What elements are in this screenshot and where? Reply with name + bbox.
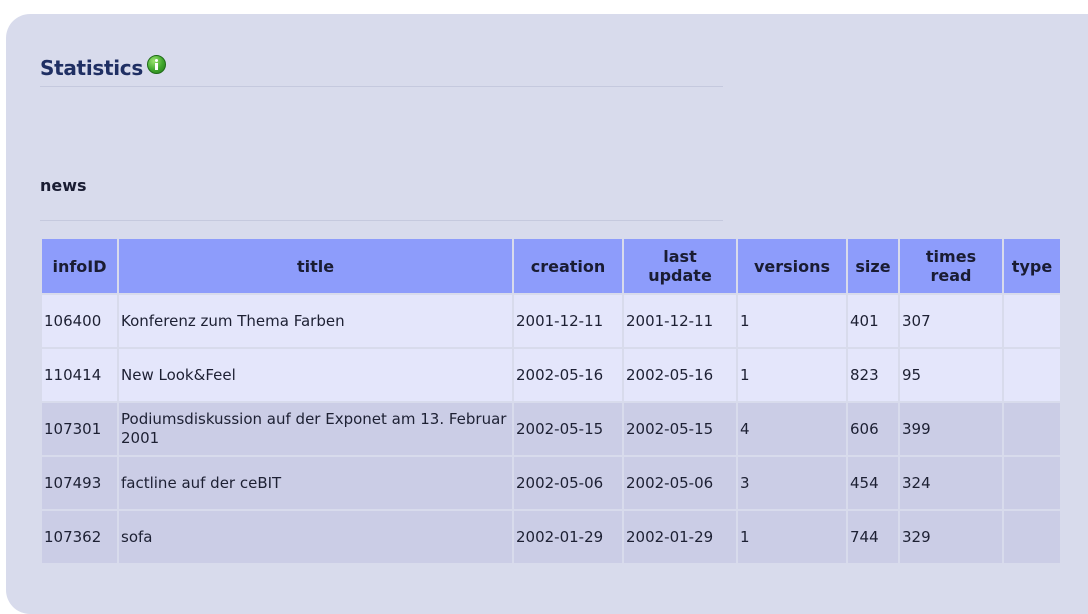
cell-last-update: 2002-05-16	[624, 349, 736, 401]
cell-times-read: 324	[900, 457, 1002, 509]
cell-size: 823	[848, 349, 898, 401]
cell-infoid: 107301	[42, 403, 117, 455]
cell-last-update: 2002-01-29	[624, 511, 736, 563]
cell-creation: 2002-05-15	[514, 403, 622, 455]
column-header-last-update-line1: last	[663, 247, 697, 266]
cell-infoid: 106400	[42, 295, 117, 347]
cell-creation: 2002-05-06	[514, 457, 622, 509]
cell-infoid: 110414	[42, 349, 117, 401]
cell-last-update: 2001-12-11	[624, 295, 736, 347]
cell-size: 454	[848, 457, 898, 509]
cell-type	[1004, 457, 1060, 509]
table-row	[42, 295, 1060, 347]
column-header-versions[interactable]: versions	[738, 239, 846, 293]
title-divider	[40, 86, 723, 87]
cell-times-read: 307	[900, 295, 1002, 347]
cell-versions: 1	[738, 295, 846, 347]
section-title: news	[40, 176, 87, 195]
table-row	[42, 457, 1060, 509]
cell-title[interactable]: Konferenz zum Thema Farben	[119, 295, 512, 347]
cell-type	[1004, 295, 1060, 347]
cell-versions: 3	[738, 457, 846, 509]
column-header-title[interactable]: title	[119, 239, 512, 293]
cell-creation: 2001-12-11	[514, 295, 622, 347]
cell-infoid: 107362	[42, 511, 117, 563]
info-icon[interactable]	[147, 55, 166, 74]
cell-size: 606	[848, 403, 898, 455]
column-header-infoid[interactable]: infoID	[42, 239, 117, 293]
cell-versions: 1	[738, 349, 846, 401]
column-header-times-read-line1: times	[925, 247, 977, 266]
cell-times-read: 399	[900, 403, 1002, 455]
column-header-times-read[interactable]	[900, 239, 1002, 293]
table-row	[42, 511, 1060, 563]
cell-type	[1004, 403, 1060, 455]
page-title: Statistics	[40, 56, 143, 80]
statistics-table	[40, 237, 1062, 565]
column-header-size[interactable]: size	[848, 239, 898, 293]
cell-creation: 2002-01-29	[514, 511, 622, 563]
cell-last-update: 2002-05-15	[624, 403, 736, 455]
cell-last-update: 2002-05-06	[624, 457, 736, 509]
cell-versions: 1	[738, 511, 846, 563]
column-header-last-update-line2: update	[648, 266, 712, 285]
table-row	[42, 349, 1060, 401]
page-title-row	[40, 52, 166, 84]
cell-size: 744	[848, 511, 898, 563]
cell-infoid: 107493	[42, 457, 117, 509]
column-header-type[interactable]: type	[1004, 239, 1060, 293]
table-header-row	[42, 239, 1060, 293]
cell-type	[1004, 511, 1060, 563]
column-header-times-read-line2: read	[930, 266, 972, 285]
cell-times-read: 329	[900, 511, 1002, 563]
cell-title[interactable]: New Look&Feel	[119, 349, 512, 401]
cell-title[interactable]: sofa	[119, 511, 512, 563]
cell-times-read: 95	[900, 349, 1002, 401]
cell-title[interactable]: Podiumsdiskussion auf der Exponet am 13. Februar 2001	[119, 403, 512, 455]
cell-versions: 4	[738, 403, 846, 455]
table-row	[42, 403, 1060, 455]
column-header-creation[interactable]: creation	[514, 239, 622, 293]
cell-type	[1004, 349, 1060, 401]
cell-size: 401	[848, 295, 898, 347]
cell-title[interactable]: factline auf der ceBIT	[119, 457, 512, 509]
cell-creation: 2002-05-16	[514, 349, 622, 401]
section-divider	[40, 220, 723, 221]
column-header-last-update[interactable]	[624, 239, 736, 293]
